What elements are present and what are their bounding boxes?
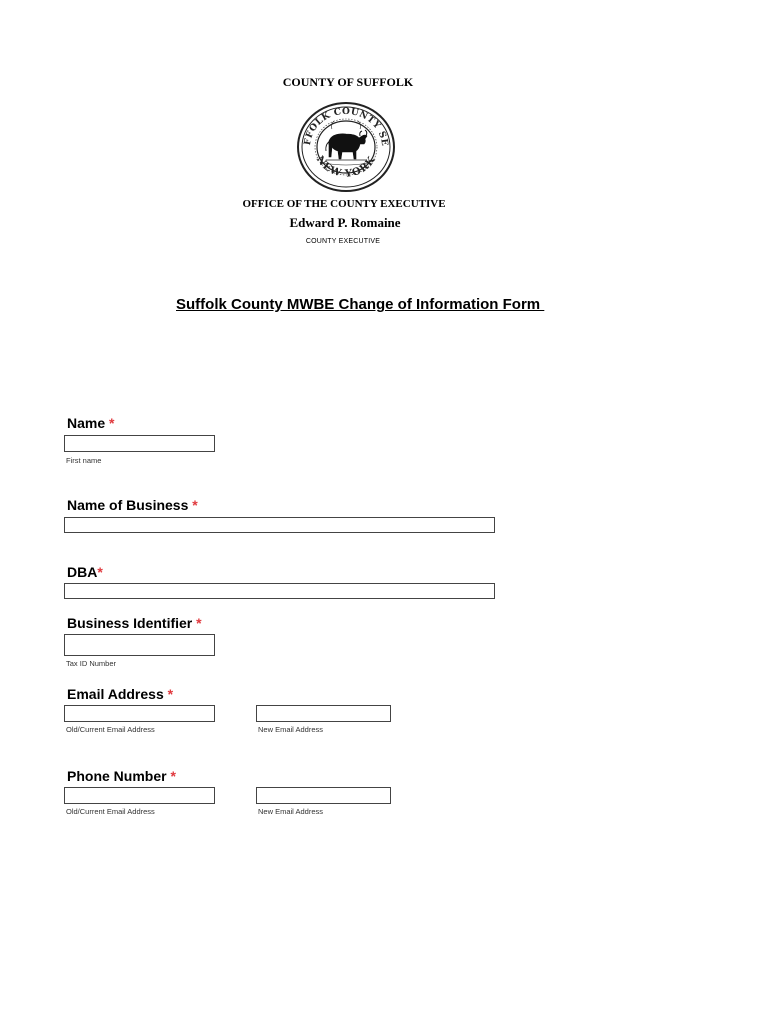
new-phone-input[interactable] bbox=[256, 787, 391, 804]
business-identifier-input[interactable] bbox=[64, 634, 215, 656]
office-title: OFFICE OF THE COUNTY EXECUTIVE bbox=[242, 198, 446, 210]
first-name-input[interactable] bbox=[64, 435, 215, 452]
business-name-label-text: Name of Business bbox=[67, 497, 193, 513]
business-identifier-sublabel: Tax ID Number bbox=[66, 659, 117, 668]
business-name-label bbox=[67, 497, 198, 513]
name-label-text: Name bbox=[67, 415, 110, 431]
required-marker: * bbox=[109, 415, 115, 431]
county-title: COUNTY OF SUFFOLK bbox=[282, 75, 414, 89]
email-label-text: Email Address bbox=[67, 686, 168, 702]
new-phone-sublabel: New Email Address bbox=[258, 807, 324, 816]
executive-name: Edward P. Romaine bbox=[289, 215, 401, 230]
name-label bbox=[67, 415, 114, 431]
required-marker: * bbox=[167, 686, 174, 702]
email-label bbox=[67, 686, 173, 702]
county-seal-icon bbox=[296, 101, 396, 193]
dba-label-text: DBA bbox=[67, 564, 98, 580]
phone-label-text: Phone Number bbox=[67, 768, 171, 784]
phone-label bbox=[67, 768, 176, 784]
seal-top-text: FFOLK COUNTY SE bbox=[302, 106, 390, 147]
business-identifier-label-text: Business Identifier bbox=[67, 615, 197, 631]
svg-text:NEW YORK bbox=[314, 154, 378, 180]
old-email-sublabel: Old/Current Email Address bbox=[66, 725, 155, 734]
old-email-input[interactable] bbox=[64, 705, 215, 722]
new-email-sublabel: New Email Address bbox=[258, 725, 324, 734]
first-name-sublabel: First name bbox=[66, 456, 102, 465]
dba-input[interactable] bbox=[64, 583, 495, 599]
required-marker: * bbox=[196, 615, 202, 631]
required-marker: * bbox=[170, 768, 176, 784]
dba-label bbox=[67, 564, 103, 580]
old-phone-sublabel: Old/Current Email Address bbox=[66, 807, 155, 816]
business-name-input[interactable] bbox=[64, 517, 495, 533]
executive-role: COUNTY EXECUTIVE bbox=[305, 238, 381, 245]
required-marker: * bbox=[192, 497, 198, 513]
seal-bottom-text: NEW YORK bbox=[313, 154, 379, 180]
business-identifier-label bbox=[67, 615, 202, 631]
required-marker: * bbox=[97, 564, 103, 580]
form-title: Suffolk County MWBE Change of Information Form bbox=[176, 296, 545, 313]
new-email-input[interactable] bbox=[256, 705, 391, 722]
old-phone-input[interactable] bbox=[64, 787, 215, 804]
